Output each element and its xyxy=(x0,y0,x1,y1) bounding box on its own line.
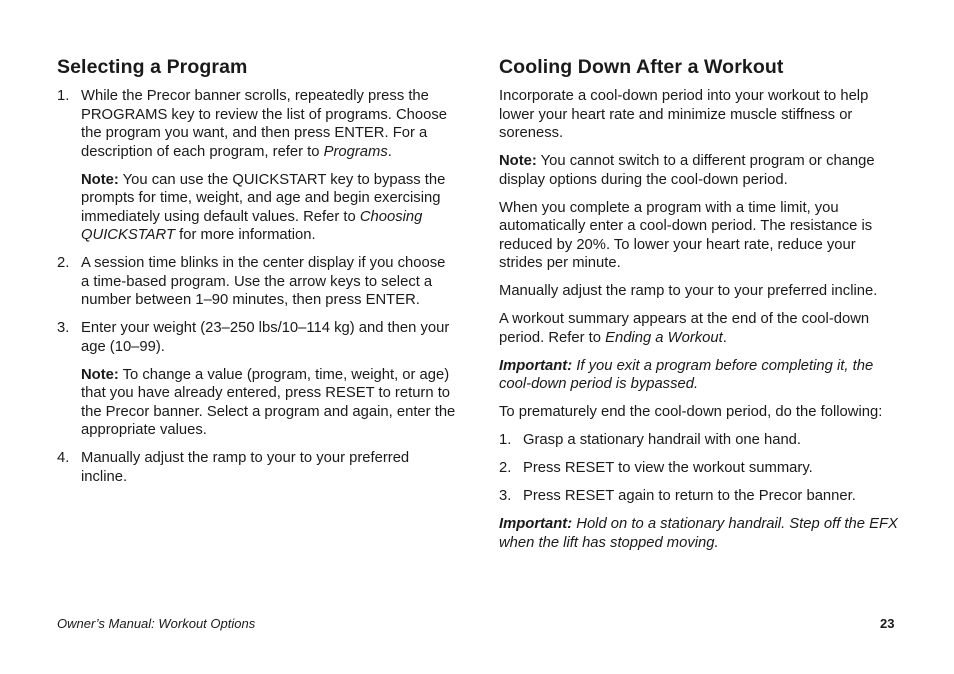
note-paragraph xyxy=(81,171,457,245)
step-text-end: . xyxy=(387,143,392,160)
body-paragraph: When you complete a program with a time limit, you automatically enter a cool-down period. The resistance is reduced by 20%. To lower your heart rate, reduce your strides per minute. xyxy=(499,199,873,271)
note-text: To change a value (program, time, weight, or age) that you have already entered, press RESET to return to the Precor banner. Select a program and again, enter the appropriate values. xyxy=(81,366,456,438)
list-number: 1. xyxy=(499,432,512,448)
important-paragraph xyxy=(499,515,899,552)
list-number: 3. xyxy=(499,488,512,504)
program-steps-list xyxy=(57,87,457,486)
note-label: Note: xyxy=(81,171,119,188)
cross-reference: Ending a Workout xyxy=(605,329,723,346)
list-item xyxy=(57,254,457,310)
list-number: 2. xyxy=(499,460,512,476)
note-paragraph xyxy=(81,366,457,440)
note-text: You cannot switch to a different program or change display options during the cool-down period. xyxy=(499,153,875,188)
intro-paragraph: Incorporate a cool-down period into your workout to help lower your heart rate and minimize muscle stiffness or soreness. xyxy=(499,88,869,141)
list-item xyxy=(499,459,899,478)
page-number: 23 xyxy=(880,616,895,631)
list-number: 3. xyxy=(57,320,70,336)
step-text: Grasp a stationary handrail with one hand. xyxy=(523,432,802,448)
note-label: Note: xyxy=(81,366,119,383)
important-text: If you exit a program before completing it, the cool-down period is bypassed. xyxy=(499,357,874,392)
list-item xyxy=(57,319,457,440)
section-heading-selecting-program: Selecting a Program xyxy=(57,56,248,78)
important-text: Hold on to a stationary handrail. Step off the EFX when the lift has stopped moving. xyxy=(499,516,898,551)
step-text: Press RESET to view the workout summary. xyxy=(523,460,813,476)
left-column xyxy=(57,56,457,496)
note-text: You can use the QUICKSTART key to bypass the prompts for time, weight, and age and begin exercising immediately using default values. Refer to xyxy=(81,171,446,225)
footer-title: Owner’s Manual: Workout Options xyxy=(57,616,256,631)
step-text: A session time blinks in the center display if you choose a time-based program. Use the arrow keys to select a number between 1–90 minutes, then press ENTER. xyxy=(81,255,446,308)
body-text: A workout summary appears at the end of the cool-down period. Refer to xyxy=(499,311,870,346)
step-text: Enter your weight (23–250 lbs/10–114 kg) and then your age (10–99). xyxy=(81,320,450,355)
note-label: Note: xyxy=(499,153,537,169)
list-item xyxy=(499,487,899,506)
important-paragraph xyxy=(499,357,899,394)
note-paragraph xyxy=(499,152,899,189)
body-paragraph: To prematurely end the cool-down period, do the following: xyxy=(499,404,883,420)
body-text-end: . xyxy=(722,329,727,346)
note-text-end: for more information. xyxy=(175,227,316,243)
section-heading-cooling-down: Cooling Down After a Workout xyxy=(499,56,784,78)
list-number: 4. xyxy=(57,450,70,466)
step-text: Manually adjust the ramp to your to your preferred incline. xyxy=(81,450,410,485)
cooldown-steps-list xyxy=(499,431,899,506)
list-item xyxy=(57,87,457,245)
list-item xyxy=(57,449,457,486)
body-paragraph: Manually adjust the ramp to your to your preferred incline. xyxy=(499,283,878,299)
step-text: While the Precor banner scrolls, repeatedly press the PROGRAMS key to review the list of programs. Choose the program you want, and then press ENTER. For a description of each program, refer to xyxy=(81,88,447,160)
important-label: Important: xyxy=(499,516,573,532)
cross-reference: Programs xyxy=(323,143,388,160)
list-item xyxy=(499,431,899,450)
list-number: 1. xyxy=(57,88,70,104)
list-number: 2. xyxy=(57,255,70,271)
important-label: Important: xyxy=(499,357,573,374)
step-text: Press RESET again to return to the Precor banner. xyxy=(523,488,856,504)
body-paragraph xyxy=(499,310,899,347)
cross-reference: Choosing QUICKSTART xyxy=(81,208,423,243)
right-column xyxy=(499,56,899,562)
